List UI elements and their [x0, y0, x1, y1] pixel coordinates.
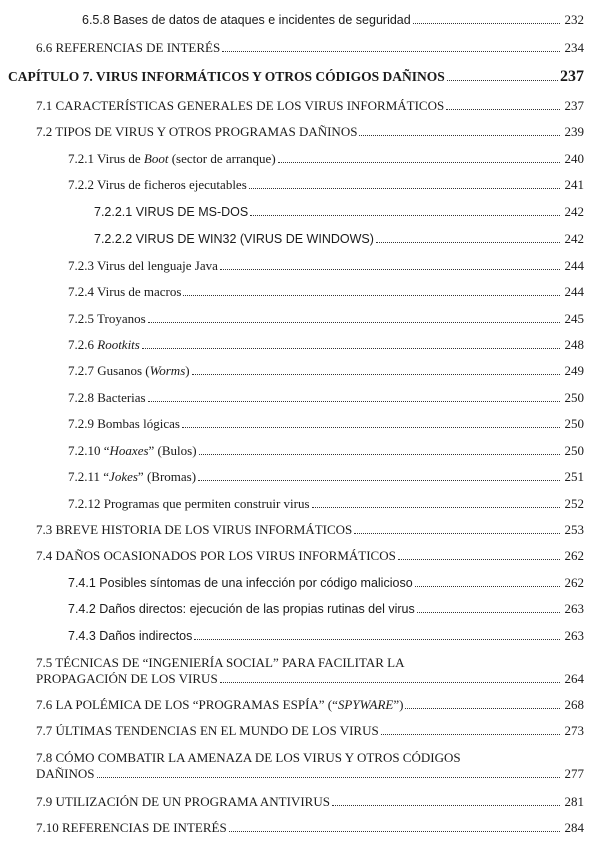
toc-entry-title-line1: 7.8 CÓMO COMBATIR LA AMENAZA DE LOS VIRUS Y OTROS CÓDIGOS: [36, 750, 461, 765]
toc-entry-page: 250: [564, 390, 584, 405]
toc-entry-title: 7.2.1 Virus de Boot (sector de arranque): [68, 151, 276, 166]
toc-entry-6-5-8[interactable]: [82, 12, 584, 28]
toc-entry-line2: [36, 671, 584, 687]
dot-leader: [182, 427, 560, 428]
toc-entry-title: 7.7 ÚLTIMAS TENDENCIAS EN EL MUNDO DE LOS VIRUS: [36, 723, 379, 738]
toc-entry-7-2-7[interactable]: [68, 363, 584, 379]
toc-entry-title: 7.2.2.2 VIRUS DE WIN32 (VIRUS DE WINDOWS): [94, 232, 374, 246]
toc-chapter-title: CAPÍTULO 7. VIRUS INFORMÁTICOS Y OTROS CÓDIGOS DAÑINOS: [8, 69, 445, 84]
dot-leader: [446, 109, 560, 110]
toc-entry-title: 7.1 CARACTERÍSTICAS GENERALES DE LOS VIRUS INFORMÁTICOS: [36, 98, 445, 113]
toc-entry-title: 7.4.3 Daños indirectos: [68, 629, 193, 643]
toc-entry-title: 7.2.4 Virus de macros: [68, 284, 182, 299]
toc-entry-7-2-10[interactable]: [68, 443, 584, 459]
toc-entry-7-2-2-2[interactable]: [94, 231, 584, 247]
toc-entry-7-7[interactable]: [36, 723, 584, 739]
toc-entry-7-2-6[interactable]: [68, 337, 584, 353]
dot-leader: [194, 639, 560, 640]
dot-leader: [376, 242, 560, 243]
toc-entry-title: 7.2.7 Gusanos (Worms): [68, 363, 190, 378]
dot-leader: [148, 322, 560, 323]
dot-leader: [447, 80, 558, 81]
dot-leader: [229, 831, 560, 832]
toc-entry-page: 262: [564, 575, 584, 590]
dot-leader: [354, 533, 560, 534]
toc-entry-page: 245: [564, 311, 584, 326]
toc-entry-page: 237: [564, 98, 584, 113]
toc-entry-page: 250: [564, 416, 584, 431]
toc-entry-title: 7.3 BREVE HISTORIA DE LOS VIRUS INFORMÁTICOS: [36, 522, 353, 537]
toc-entry-page: 232: [564, 12, 584, 27]
toc-entry-7-10[interactable]: [36, 820, 584, 836]
toc-entry-title: 6.6 REFERENCIAS DE INTERÉS: [36, 40, 221, 55]
dot-leader: [332, 805, 560, 806]
dot-leader: [250, 215, 560, 216]
toc-entry-7-2-2[interactable]: [68, 177, 584, 193]
toc-entry-7-2-5[interactable]: [68, 311, 584, 327]
toc-entry-title-line1: 7.5 TÉCNICAS DE “INGENIERÍA SOCIAL” PARA FACILITAR LA: [36, 655, 405, 670]
toc-entry-title: 7.10 REFERENCIAS DE INTERÉS: [36, 820, 227, 835]
toc-chapter-page: 237: [560, 68, 584, 85]
toc-entry-7-3[interactable]: [36, 522, 584, 538]
toc-entry-page: 281: [564, 794, 584, 809]
toc-entry-7-2-2-1[interactable]: [94, 204, 584, 220]
toc-entry-title: 7.2.3 Virus del lenguaje Java: [68, 258, 218, 273]
dot-leader: [199, 454, 560, 455]
toc-entry-page: 242: [564, 204, 584, 219]
toc-entry-page: 252: [564, 496, 584, 511]
toc-entry-title: 7.6 LA POLÉMICA DE LOS “PROGRAMAS ESPÍA” (“SPYWARE”): [36, 697, 404, 712]
dot-leader: [222, 51, 560, 52]
toc-entry-7-4-1[interactable]: [68, 575, 584, 591]
toc-entry-7-2-1[interactable]: [68, 151, 584, 167]
toc-entry-page: 251: [564, 469, 584, 484]
toc-entry-page: 239: [564, 124, 584, 139]
toc-entry-page: 250: [564, 443, 584, 458]
toc-entry-title: 7.2.11 “Jokes” (Bromas): [68, 469, 197, 484]
toc-entry-page: 253: [564, 522, 584, 537]
toc-entry-page: 273: [564, 723, 584, 738]
toc-entry-title: 6.5.8 Bases de datos de ataques e incidentes de seguridad: [82, 13, 411, 27]
toc-entry-7-8[interactable]: [36, 750, 584, 782]
dot-leader: [359, 135, 560, 136]
toc-entry-7-5[interactable]: [36, 655, 584, 687]
toc-entry-line2: [36, 766, 584, 782]
toc-entry-title: 7.2.10 “Hoaxes” (Bulos): [68, 443, 197, 458]
dot-leader: [405, 708, 560, 709]
dot-leader: [249, 188, 560, 189]
toc-entry-title: 7.2.6 Rootkits: [68, 337, 140, 352]
dot-leader: [192, 374, 560, 375]
toc-entry-7-4-2[interactable]: [68, 601, 584, 617]
toc-entry-7-2-8[interactable]: [68, 390, 584, 406]
dot-leader: [148, 401, 560, 402]
toc-entry-page: 277: [564, 766, 584, 781]
toc-entry-page: 242: [564, 231, 584, 246]
dot-leader: [97, 777, 561, 778]
toc-entry-title: 7.9 UTILIZACIÓN DE UN PROGRAMA ANTIVIRUS: [36, 794, 330, 809]
dot-leader: [220, 269, 560, 270]
dot-leader: [312, 507, 560, 508]
toc-entry-page: 263: [564, 601, 584, 616]
dot-leader: [417, 612, 560, 613]
toc-entry-page: 244: [564, 258, 584, 273]
toc-entry-title: 7.2.12 Programas que permiten construir virus: [68, 496, 310, 511]
toc-entry-page: 268: [564, 697, 584, 712]
toc-entry-page: 262: [564, 548, 584, 563]
dot-leader: [142, 348, 560, 349]
dot-leader: [183, 295, 560, 296]
toc-entry-title: 7.4.1 Posibles síntomas de una infección por código malicioso: [68, 576, 413, 590]
toc-entry-page: 234: [564, 40, 584, 55]
toc-entry-7-2-9[interactable]: [68, 416, 584, 432]
toc-entry-title: 7.4.2 Daños directos: ejecución de las propias rutinas del virus: [68, 602, 415, 616]
toc-entry-7-1[interactable]: [36, 98, 584, 114]
dot-leader: [278, 162, 560, 163]
toc-entry-7-2-3[interactable]: [68, 258, 584, 274]
toc-entry-title: 7.2.8 Bacterias: [68, 390, 146, 405]
dot-leader: [415, 586, 560, 587]
toc-entry-7-2-12[interactable]: [68, 496, 584, 512]
toc-entry-6-6[interactable]: [36, 40, 584, 56]
toc-entry-title: 7.2 TIPOS DE VIRUS Y OTROS PROGRAMAS DAÑINOS: [36, 124, 358, 139]
toc-entry-7-9[interactable]: [36, 794, 584, 810]
dot-leader: [220, 682, 560, 683]
toc-entry-7-6[interactable]: [36, 697, 584, 713]
toc-chapter-7[interactable]: [8, 69, 584, 85]
toc-entry-page: 240: [564, 151, 584, 166]
toc-entry-page: 241: [564, 177, 584, 192]
toc-entry-title: 7.2.2 Virus de ficheros ejecutables: [68, 177, 247, 192]
toc-entry-7-2-4[interactable]: [68, 284, 584, 300]
toc-entry-title-line2: PROPAGACIÓN DE LOS VIRUS: [36, 671, 218, 686]
dot-leader: [413, 23, 560, 24]
dot-leader: [381, 734, 560, 735]
toc-entry-title: 7.2.2.1 VIRUS DE MS-DOS: [94, 205, 249, 219]
toc-entry-page: 263: [564, 628, 584, 643]
toc-entry-title: 7.2.5 Troyanos: [68, 311, 146, 326]
toc-entry-page: 264: [564, 671, 584, 686]
toc-entry-7-4-3[interactable]: [68, 628, 584, 644]
toc-entry-7-2-11[interactable]: [68, 469, 584, 485]
toc-entry-7-4[interactable]: [36, 548, 584, 564]
toc-entry-page: 249: [564, 363, 584, 378]
toc-entry-page: 244: [564, 284, 584, 299]
toc-entry-page: 248: [564, 337, 584, 352]
toc-entry-7-2[interactable]: [36, 124, 584, 140]
dot-leader: [398, 559, 560, 560]
toc-entry-title: 7.4 DAÑOS OCASIONADOS POR LOS VIRUS INFORMÁTICOS: [36, 548, 396, 563]
dot-leader: [198, 480, 560, 481]
toc-entry-page: 284: [564, 820, 584, 835]
toc-entry-title-line2: DAÑINOS: [36, 766, 95, 781]
toc-entry-title: 7.2.9 Bombas lógicas: [68, 416, 180, 431]
